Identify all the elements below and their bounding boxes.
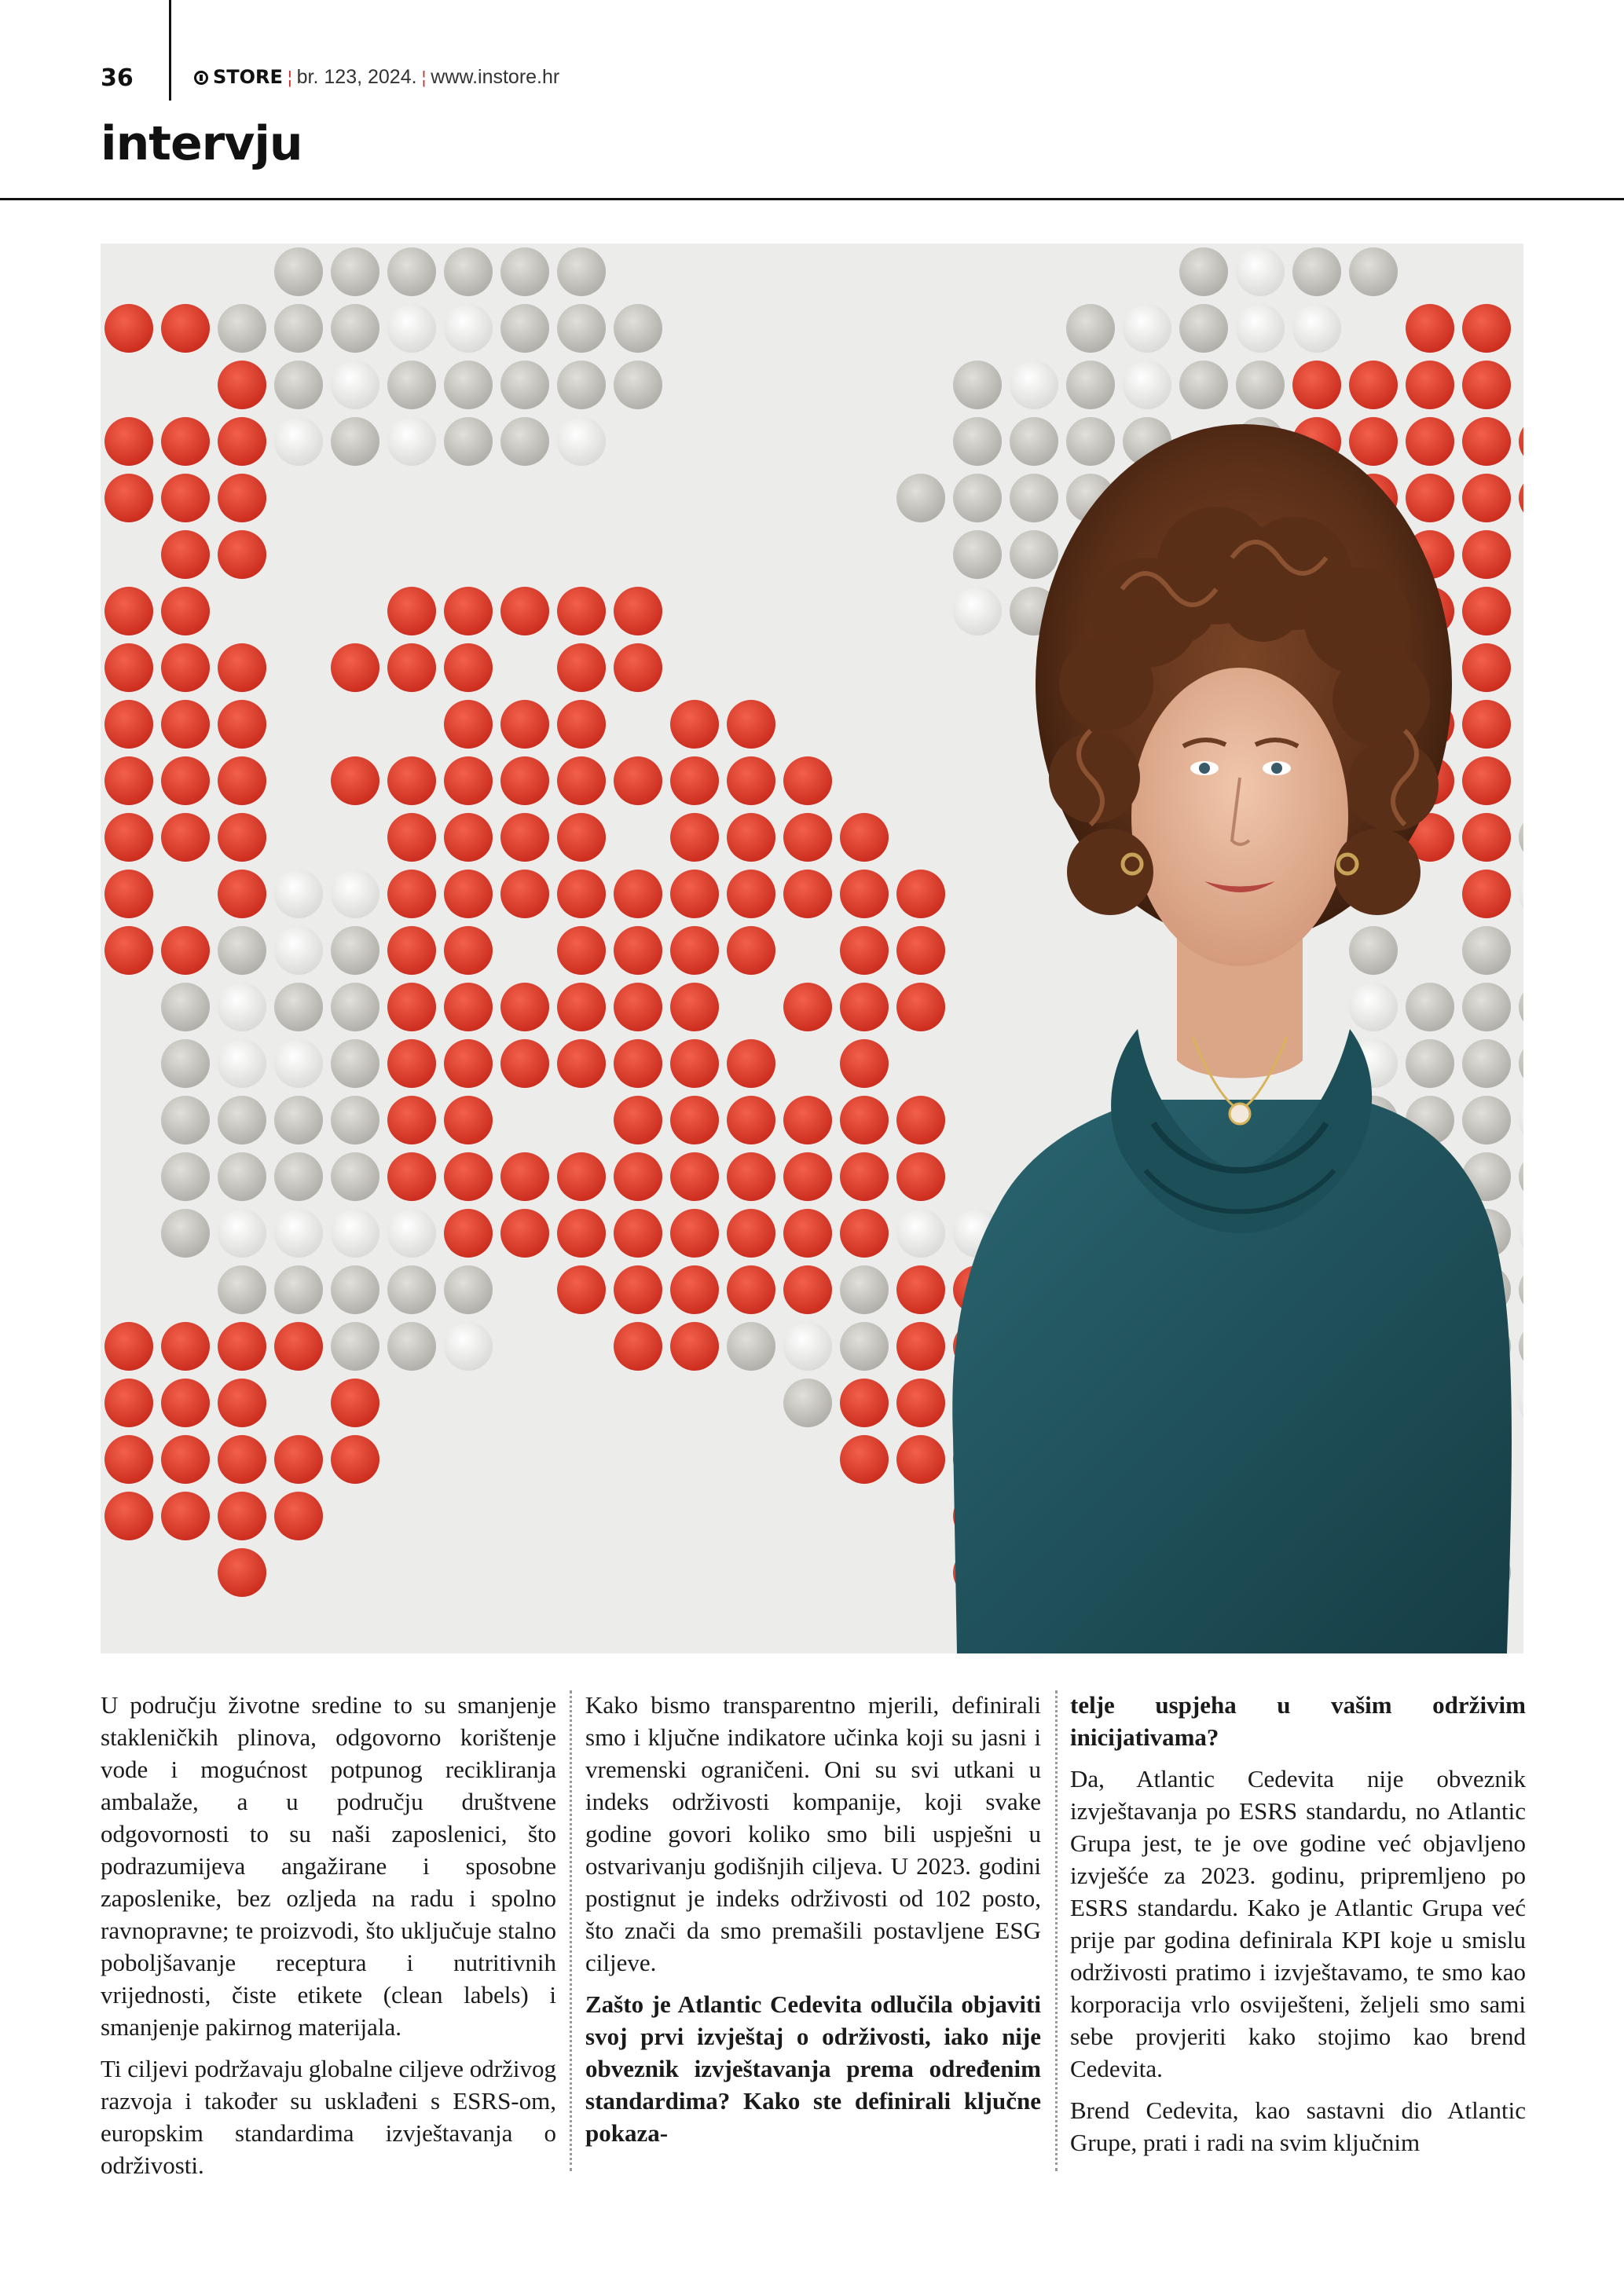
wall-disc xyxy=(896,1096,945,1144)
wall-disc xyxy=(331,304,379,353)
wall-disc xyxy=(444,304,493,353)
wall-disc xyxy=(557,417,606,466)
wall-disc xyxy=(444,1152,493,1201)
wall-disc xyxy=(500,756,549,805)
wall-disc xyxy=(1349,247,1398,296)
wall-disc xyxy=(444,983,493,1031)
wall-disc xyxy=(161,1096,210,1144)
wall-disc xyxy=(614,1096,662,1144)
store-logo-icon xyxy=(194,71,208,85)
wall-disc xyxy=(557,1152,606,1201)
wall-disc xyxy=(218,1548,266,1597)
wall-disc xyxy=(104,587,153,635)
wall-disc xyxy=(614,926,662,975)
wall-disc xyxy=(557,304,606,353)
wall-disc xyxy=(218,1492,266,1540)
wall-disc xyxy=(331,1209,379,1258)
wall-disc xyxy=(557,587,606,635)
wall-disc xyxy=(218,304,266,353)
masthead xyxy=(194,66,559,89)
wall-disc xyxy=(727,813,775,862)
wall-disc xyxy=(670,700,719,749)
wall-disc xyxy=(1462,587,1511,635)
wall-disc xyxy=(840,1379,889,1427)
wall-disc xyxy=(331,247,379,296)
wall-disc xyxy=(331,417,379,466)
wall-disc xyxy=(783,1209,832,1258)
wall-disc xyxy=(840,1096,889,1144)
wall-disc xyxy=(1406,983,1454,1031)
brand-name: STORE xyxy=(213,66,283,88)
wall-disc xyxy=(783,1096,832,1144)
article-column-1 xyxy=(101,1689,556,2191)
wall-disc xyxy=(896,1322,945,1371)
wall-disc xyxy=(218,1209,266,1258)
wall-disc xyxy=(614,587,662,635)
wall-disc xyxy=(500,983,549,1031)
wall-disc xyxy=(218,700,266,749)
wall-disc xyxy=(104,870,153,918)
wall-disc xyxy=(500,813,549,862)
wall-disc xyxy=(1406,304,1454,353)
wall-disc xyxy=(387,247,436,296)
wall-disc xyxy=(500,304,549,353)
wall-disc xyxy=(331,643,379,692)
wall-disc xyxy=(104,1435,153,1484)
wall-disc xyxy=(274,417,323,466)
wall-disc xyxy=(387,813,436,862)
header-rule xyxy=(0,198,1624,200)
wall-disc xyxy=(161,304,210,353)
wall-disc xyxy=(331,361,379,409)
wall-disc xyxy=(896,474,945,522)
wall-disc xyxy=(274,1492,323,1540)
wall-disc xyxy=(1010,474,1058,522)
wall-disc xyxy=(557,813,606,862)
wall-disc xyxy=(727,1322,775,1371)
wall-disc xyxy=(1349,983,1398,1031)
wall-disc xyxy=(1462,1096,1511,1144)
wall-disc xyxy=(1462,983,1511,1031)
wall-disc xyxy=(1179,247,1228,296)
wall-disc xyxy=(218,870,266,918)
wall-disc xyxy=(614,1265,662,1314)
wall-disc xyxy=(1010,530,1058,579)
wall-disc xyxy=(444,813,493,862)
wall-disc xyxy=(840,1152,889,1201)
wall-disc xyxy=(670,1265,719,1314)
wall-disc xyxy=(104,304,153,353)
wall-disc xyxy=(1066,417,1115,466)
wall-disc xyxy=(614,1152,662,1201)
issue-info: br. 123, 2024. xyxy=(296,66,417,88)
wall-disc xyxy=(727,1096,775,1144)
wall-disc xyxy=(274,361,323,409)
website-url[interactable]: www.instore.hr xyxy=(431,66,560,88)
separator: ¦ xyxy=(421,68,427,87)
wall-disc xyxy=(387,1152,436,1201)
wall-disc xyxy=(1010,361,1058,409)
wall-disc xyxy=(444,1209,493,1258)
wall-disc xyxy=(444,1096,493,1144)
wall-disc xyxy=(1406,1039,1454,1088)
wall-disc xyxy=(1123,361,1171,409)
wall-disc xyxy=(161,474,210,522)
wall-disc xyxy=(1236,361,1285,409)
wall-disc xyxy=(500,247,549,296)
interview-question: Zašto je Atlantic Cedevita odlučila objaviti svoj prvi izvještaj o održivosti, iako nije obveznik izvještavanja prema određenim standardima? Kako ste definirali ključne pokaza- xyxy=(585,1990,1041,2147)
wall-disc xyxy=(1462,417,1511,466)
wall-disc xyxy=(614,1039,662,1088)
wall-disc xyxy=(274,983,323,1031)
wall-disc xyxy=(1406,417,1454,466)
paragraph: Kako bismo transparentno mjerili, definirali smo i ključne indikatore učinka koji su jasni i vremenski ograničeni. Oni su svi utkani u indeks održivosti kompanije, koji svake godine govori koliko smo bili uspješni u ostvarivanju godišnjih ciljeva. U 2023. godini postignut je indeks održivosti od 102 posto, što znači da smo premašili postavljene ESG ciljeve. xyxy=(585,1691,1041,1976)
wall-disc xyxy=(614,1209,662,1258)
wall-disc xyxy=(331,926,379,975)
wall-disc xyxy=(1462,1039,1511,1088)
wall-disc xyxy=(444,700,493,749)
wall-disc xyxy=(104,1379,153,1427)
wall-disc xyxy=(387,304,436,353)
wall-disc xyxy=(331,1096,379,1144)
wall-disc xyxy=(896,983,945,1031)
wall-disc xyxy=(444,587,493,635)
article-column-3 xyxy=(1070,1689,1526,2168)
wall-disc xyxy=(896,1265,945,1314)
column-divider xyxy=(1055,1690,1058,2171)
wall-disc xyxy=(670,983,719,1031)
portrait-photo xyxy=(101,244,1523,1653)
section-title: intervju xyxy=(101,116,302,171)
wall-disc xyxy=(670,1322,719,1371)
wall-disc xyxy=(1462,304,1511,353)
wall-disc xyxy=(161,756,210,805)
wall-disc xyxy=(444,417,493,466)
wall-disc xyxy=(387,1039,436,1088)
wall-disc xyxy=(840,870,889,918)
wall-disc xyxy=(104,1492,153,1540)
wall-disc xyxy=(274,926,323,975)
wall-disc xyxy=(331,1152,379,1201)
wall-disc xyxy=(557,247,606,296)
wall-disc xyxy=(331,1322,379,1371)
wall-disc xyxy=(218,1322,266,1371)
wall-disc xyxy=(274,304,323,353)
wall-disc xyxy=(218,983,266,1031)
wall-disc xyxy=(104,700,153,749)
wall-disc xyxy=(727,1265,775,1314)
wall-disc xyxy=(218,1435,266,1484)
wall-disc xyxy=(840,983,889,1031)
wall-disc xyxy=(387,417,436,466)
wall-disc xyxy=(500,870,549,918)
wall-disc xyxy=(1123,304,1171,353)
wall-disc xyxy=(896,870,945,918)
wall-disc xyxy=(896,1152,945,1201)
wall-disc xyxy=(444,870,493,918)
wall-disc xyxy=(161,1435,210,1484)
wall-disc xyxy=(274,1322,323,1371)
header-divider xyxy=(169,0,171,101)
wall-disc xyxy=(274,1152,323,1201)
wall-disc xyxy=(274,870,323,918)
wall-disc xyxy=(1462,926,1511,975)
wall-disc xyxy=(387,926,436,975)
wall-disc xyxy=(500,587,549,635)
wall-disc xyxy=(1462,700,1511,749)
paragraph: U području životne sredine to su smanjenje stakleničkih plinova, odgovorno korištenje vode i mogućnost potpunog recikliranja ambalaže, a u području društvene odgovornosti to su naši zaposlenici, što podrazumijeva angažirane i sposobne zaposlenike, bez ozljeda na radu i spolno ravnopravne; te proizvodi, što uključuje stalno poboljšavanje receptura i nutritivnih vrijednosti, čiste etikete (clean labels) i smanjenje pakirnog materijala. xyxy=(101,1691,556,2041)
wall-disc xyxy=(1236,304,1285,353)
wall-disc xyxy=(557,1209,606,1258)
wall-disc xyxy=(670,1152,719,1201)
wall-disc xyxy=(1292,304,1341,353)
wall-disc xyxy=(614,361,662,409)
wall-disc xyxy=(896,1379,945,1427)
wall-disc xyxy=(557,756,606,805)
wall-disc xyxy=(783,1265,832,1314)
wall-disc xyxy=(161,1379,210,1427)
wall-disc xyxy=(218,1379,266,1427)
wall-disc xyxy=(670,756,719,805)
wall-disc xyxy=(670,813,719,862)
wall-disc xyxy=(218,1152,266,1201)
wall-disc xyxy=(218,1039,266,1088)
wall-disc xyxy=(387,643,436,692)
wall-disc xyxy=(1066,361,1115,409)
wall-disc xyxy=(840,1435,889,1484)
wall-disc xyxy=(218,1265,266,1314)
wall-disc xyxy=(614,304,662,353)
wall-disc xyxy=(161,983,210,1031)
wall-disc xyxy=(840,813,889,862)
wall-disc xyxy=(331,1435,379,1484)
wall-disc xyxy=(783,813,832,862)
wall-disc xyxy=(161,587,210,635)
wall-disc xyxy=(500,1039,549,1088)
wall-disc xyxy=(500,1209,549,1258)
wall-disc xyxy=(387,361,436,409)
page-number: 36 xyxy=(101,64,134,92)
wall-disc xyxy=(104,643,153,692)
photo-illustration xyxy=(101,244,1523,1653)
wall-disc xyxy=(387,870,436,918)
wall-disc xyxy=(840,1039,889,1088)
wall-disc xyxy=(614,1322,662,1371)
wall-disc xyxy=(161,1322,210,1371)
paragraph: Brend Cedevita, kao sastavni dio Atlantic Grupe, prati i radi na svim ključnim xyxy=(1070,2096,1526,2156)
wall-disc xyxy=(840,1209,889,1258)
wall-disc xyxy=(727,926,775,975)
wall-disc xyxy=(274,1435,323,1484)
wall-disc xyxy=(387,756,436,805)
wall-disc xyxy=(500,1152,549,1201)
wall-disc xyxy=(1066,304,1115,353)
wall-disc xyxy=(953,361,1002,409)
wall-disc xyxy=(727,756,775,805)
wall-disc xyxy=(1349,417,1398,466)
wall-disc xyxy=(331,1379,379,1427)
wall-disc xyxy=(614,756,662,805)
wall-disc xyxy=(783,870,832,918)
wall-disc xyxy=(670,926,719,975)
wall-disc xyxy=(1349,361,1398,409)
wall-disc xyxy=(1292,361,1341,409)
wall-disc xyxy=(444,756,493,805)
wall-disc xyxy=(274,1039,323,1088)
wall-disc xyxy=(104,926,153,975)
wall-disc xyxy=(218,1096,266,1144)
wall-disc xyxy=(783,1379,832,1427)
wall-disc xyxy=(1236,247,1285,296)
wall-disc xyxy=(161,417,210,466)
wall-disc xyxy=(218,474,266,522)
wall-disc xyxy=(614,983,662,1031)
wall-disc xyxy=(444,926,493,975)
wall-disc xyxy=(331,1265,379,1314)
wall-disc xyxy=(161,926,210,975)
wall-disc xyxy=(727,700,775,749)
wall-disc xyxy=(218,756,266,805)
wall-disc xyxy=(161,1209,210,1258)
wall-disc xyxy=(1179,304,1228,353)
wall-disc xyxy=(1462,643,1511,692)
wall-disc xyxy=(104,813,153,862)
wall-disc xyxy=(331,870,379,918)
wall-disc xyxy=(444,1322,493,1371)
wall-disc xyxy=(557,700,606,749)
wall-disc xyxy=(1462,813,1511,862)
wall-disc xyxy=(218,643,266,692)
wall-disc xyxy=(218,417,266,466)
wall-disc xyxy=(1349,926,1398,975)
wall-disc xyxy=(670,1096,719,1144)
wall-disc xyxy=(161,1039,210,1088)
wall-disc xyxy=(557,1039,606,1088)
wall-disc xyxy=(783,983,832,1031)
wall-disc xyxy=(557,361,606,409)
wall-disc xyxy=(1462,870,1511,918)
wall-disc xyxy=(1462,530,1511,579)
wall-disc xyxy=(218,813,266,862)
wall-disc xyxy=(274,247,323,296)
wall-disc xyxy=(896,926,945,975)
wall-disc xyxy=(783,1152,832,1201)
wall-disc xyxy=(387,1265,436,1314)
separator: ¦ xyxy=(287,68,292,87)
wall-disc xyxy=(161,813,210,862)
paragraph: Ti ciljevi podržavaju globalne ciljeve održivog razvoja i također su usklađeni s ESRS-om, europskim standardima izvještavanja o održivosti. xyxy=(101,2055,556,2179)
wall-disc xyxy=(953,587,1002,635)
wall-disc xyxy=(387,1096,436,1144)
wall-disc xyxy=(331,756,379,805)
wall-disc xyxy=(387,1322,436,1371)
wall-disc xyxy=(1406,474,1454,522)
wall-disc xyxy=(444,643,493,692)
wall-disc xyxy=(727,1209,775,1258)
interview-question-continued: telje uspjeha u vašim održivim inicijativama? xyxy=(1070,1691,1526,1751)
wall-disc xyxy=(1010,417,1058,466)
wall-disc xyxy=(670,870,719,918)
wall-disc xyxy=(104,1322,153,1371)
wall-disc xyxy=(557,643,606,692)
wall-disc xyxy=(614,643,662,692)
wall-disc xyxy=(274,1265,323,1314)
wall-disc xyxy=(614,870,662,918)
wall-disc xyxy=(444,361,493,409)
wall-disc xyxy=(1406,361,1454,409)
paragraph: Da, Atlantic Cedevita nije obveznik izvještavanja po ESRS standardu, no Atlantic Grupa jest, te je ove godine već objavljeno izvješće za 2023. godinu, pripremljeno po ESRS standardu. Kako je Atlantic Grupa već prije par godina definirala KPI koje u smislu održivosti pratimo i izvještavamo, te smo kao korporacija vrlo osviješteni, željeli smo sami sebe provjeriti kako stojimo kao brend Cedevita. xyxy=(1070,1765,1526,2082)
wall-disc xyxy=(331,983,379,1031)
wall-disc xyxy=(670,1039,719,1088)
wall-disc xyxy=(1179,361,1228,409)
wall-disc xyxy=(557,983,606,1031)
article-column-2 xyxy=(585,1689,1041,2159)
wall-disc xyxy=(218,530,266,579)
wall-disc xyxy=(557,870,606,918)
wall-disc xyxy=(840,926,889,975)
wall-disc xyxy=(500,361,549,409)
wall-disc xyxy=(670,1209,719,1258)
wall-disc xyxy=(218,361,266,409)
wall-disc xyxy=(500,700,549,749)
wall-disc xyxy=(444,1265,493,1314)
wall-disc xyxy=(953,417,1002,466)
wall-disc xyxy=(161,643,210,692)
wall-disc xyxy=(896,1435,945,1484)
wall-disc xyxy=(387,587,436,635)
column-divider xyxy=(570,1690,572,2171)
wall-disc xyxy=(953,474,1002,522)
wall-disc xyxy=(161,530,210,579)
wall-disc xyxy=(104,756,153,805)
wall-disc xyxy=(1462,474,1511,522)
wall-disc xyxy=(274,1209,323,1258)
wall-disc xyxy=(274,1096,323,1144)
wall-disc xyxy=(840,1265,889,1314)
wall-disc xyxy=(727,870,775,918)
wall-disc xyxy=(387,1209,436,1258)
wall-disc xyxy=(104,474,153,522)
wall-disc xyxy=(218,926,266,975)
wall-disc xyxy=(161,1492,210,1540)
wall-disc xyxy=(500,417,549,466)
wall-disc xyxy=(331,1039,379,1088)
wall-disc xyxy=(444,247,493,296)
wall-disc xyxy=(557,1265,606,1314)
wall-disc xyxy=(896,1209,945,1258)
wall-disc xyxy=(161,1152,210,1201)
wall-disc xyxy=(444,1039,493,1088)
wall-disc xyxy=(161,700,210,749)
wall-disc xyxy=(727,1039,775,1088)
wall-disc xyxy=(557,926,606,975)
wall-disc xyxy=(104,417,153,466)
wall-disc xyxy=(1462,756,1511,805)
wall-disc xyxy=(1462,361,1511,409)
wall-disc xyxy=(783,756,832,805)
wall-disc xyxy=(727,1152,775,1201)
wall-disc xyxy=(387,983,436,1031)
wall-disc xyxy=(1292,247,1341,296)
wall-disc xyxy=(953,530,1002,579)
wall-disc xyxy=(783,1322,832,1371)
wall-disc xyxy=(840,1322,889,1371)
